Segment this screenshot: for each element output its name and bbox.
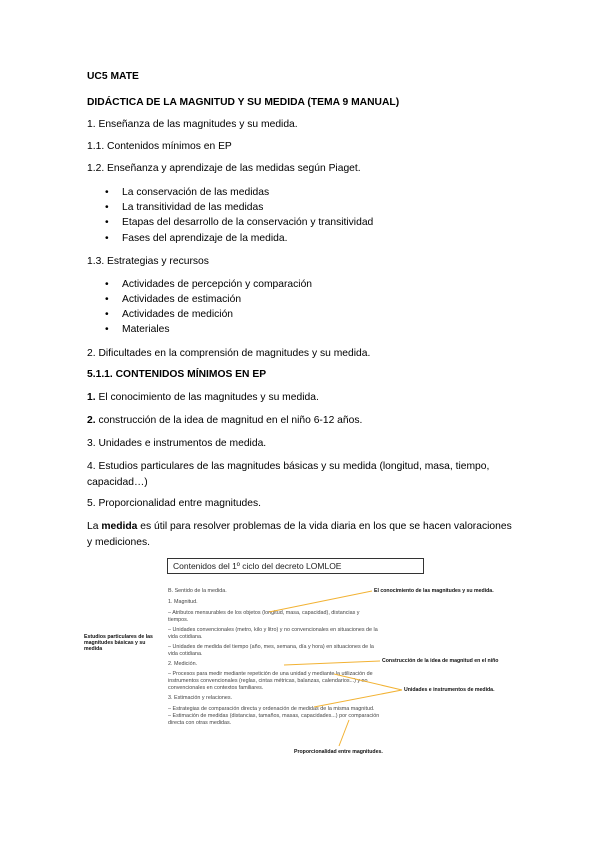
bullet-icon: • <box>105 233 109 244</box>
numbered-item-3: 3. Unidades e instrumentos de medida. <box>87 438 267 449</box>
bullet-icon: • <box>105 187 109 198</box>
list-item: • La transitividad de las medidas <box>105 202 264 213</box>
figure-line: 3. Estimación y relaciones. <box>168 695 233 701</box>
doc-title: UC5 MATE <box>87 71 139 82</box>
figure-line: – Procesos para medir mediante repetición de una unidad y mediante la utilización de <box>168 671 373 677</box>
list-item: • Fases del aprendizaje de la medida. <box>105 233 288 244</box>
figure-title-box: Contenidos del 1º ciclo del decreto LOMLOE <box>167 558 424 574</box>
figure-line: convencionales en contextos familiares. <box>168 685 264 691</box>
bullet-icon: • <box>105 324 109 335</box>
paragraph-medida: La medida es útil para resolver problemas de la vida diaria en los que se hacen valoraciones y mediciones. <box>87 521 512 548</box>
list-item: • Materiales <box>105 324 170 335</box>
figure-line: vida cotidiana. <box>168 651 203 657</box>
list-item: • Etapas del desarrollo de la conservación y transitividad <box>105 217 374 228</box>
numbered-item-2: 2. construcción de la idea de magnitud en el niño 6-12 años. <box>87 415 363 426</box>
figure-line: tiempos. <box>168 617 189 623</box>
numbered-item-1: 1. El conocimiento de las magnitudes y su medida. <box>87 392 319 403</box>
list-item: • Actividades de estimación <box>105 294 242 305</box>
figure-line: 2. Medición. <box>168 661 198 667</box>
figure-line: – Unidades de medida del tiempo (año, mes, semana, día y hora) en situaciones de la <box>168 644 374 650</box>
figure-line: – Estimación de medidas (distancias, tamaños, masas, capacidades...) por comparación <box>168 713 380 719</box>
figure-line: 1. Magnitud. <box>168 599 198 605</box>
figure-line: vida cotidiana. <box>168 634 203 640</box>
left-annotation: Estudios particulares de las magnitudes básicas y su medida <box>84 634 153 652</box>
doc-subtitle: DIDÁCTICA DE LA MAGNITUD Y SU MEDIDA (TEMA 9 MANUAL) <box>87 97 400 108</box>
figure-line: – Estrategias de comparación directa y ordenación de medidas de la misma magnitud. <box>168 706 375 712</box>
annotation-3: Unidades e instrumentos de medida. <box>404 687 495 693</box>
section-2: 2. Dificultades en la comprensión de magnitudes y su medida. <box>87 348 371 359</box>
bullet-icon: • <box>105 309 109 320</box>
list-item: • Actividades de percepción y comparación <box>105 279 313 290</box>
list-item: • La conservación de las medidas <box>105 187 270 198</box>
annotation-1: El conocimiento de las magnitudes y su medida. <box>374 588 494 594</box>
bullet-icon: • <box>105 294 109 305</box>
numbered-item-5: 5. Proporcionalidad entre magnitudes. <box>87 498 262 509</box>
figure-line: – Unidades convencionales (metro, kilo y litro) y no convencionales en situaciones de la <box>168 627 378 633</box>
annotation-4: Proporcionalidad entre magnitudes. <box>294 749 383 755</box>
bullet-icon: • <box>105 279 109 290</box>
annotation-arrows <box>84 555 524 770</box>
section-1-1: 1.1. Contenidos mínimos en EP <box>87 141 232 152</box>
annotation-2: Construcción de la idea de magnitud en el niño <box>382 658 499 664</box>
figure-line: instrumentos convencionales (reglas, cintas métricas, balanzas, calendarios...) y no <box>168 678 368 684</box>
heading-5-1-1: 5.1.1. CONTENIDOS MÍNIMOS EN EP <box>87 369 267 380</box>
decree-figure <box>84 555 524 770</box>
figure-line: directa con otras medidas. <box>168 720 232 726</box>
section-1-3: 1.3. Estrategias y recursos <box>87 256 209 267</box>
figure-line: B. Sentido de la medida. <box>168 588 227 594</box>
list-item: • Actividades de medición <box>105 309 234 320</box>
section-1: 1. Enseñanza de las magnitudes y su medida. <box>87 119 298 130</box>
numbered-item-4: 4. Estudios particulares de las magnitudes básicas y su medida (longitud, masa, tiempo, capacidad…) <box>87 461 490 488</box>
figure-line: – Atributos mensurables de los objetos (longitud, masa, capacidad), distancias y <box>168 610 360 616</box>
bullet-icon: • <box>105 202 109 213</box>
section-1-2: 1.2. Enseñanza y aprendizaje de las medidas según Piaget. <box>87 163 361 174</box>
bullet-icon: • <box>105 217 109 228</box>
